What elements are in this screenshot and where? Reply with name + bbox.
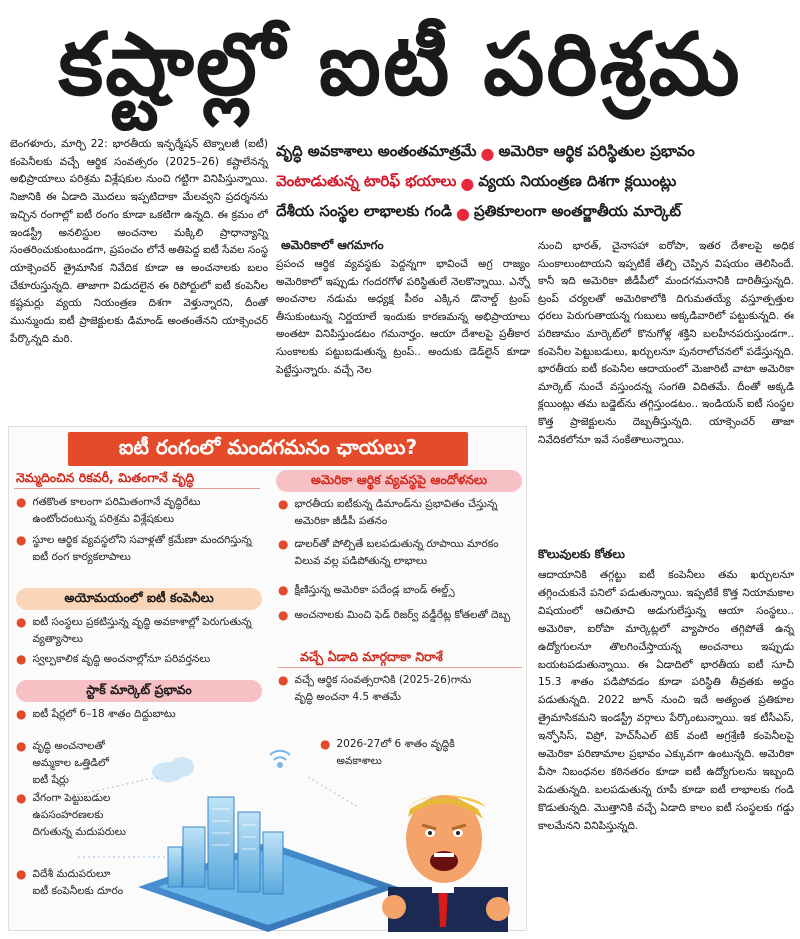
list-item-text: వేగంగా పెట్టుబడుల ఉపసంహరణలకు దిగుతున్న మదుపరులు: [32, 792, 126, 838]
list-item-text: స్థూల ఆర్థిక వ్యవస్థలోని సవాళ్లతో క్రమేణా మందగిస్తున్న ఐటీ రంగ కార్యకలాపాలు: [32, 534, 252, 563]
list-item-text: స్వల్పకాలిక వృద్ధి అంచనాల్లోనూ పరివర్తనలు: [32, 653, 211, 665]
tag-text: దేశీయ సంస్థల లాభాలకు గండి: [276, 202, 452, 220]
bullet-icon: ●: [278, 608, 289, 622]
section-heading: స్టాక్ మార్కెట్ ప్రభావం: [16, 680, 262, 702]
tag-text: వ్యయ నియంత్రణ దిశగా క్లయింట్లు: [478, 172, 677, 190]
trump-caricature: [382, 795, 510, 932]
list-item: [16, 494, 260, 528]
bullet-icon: ●: [278, 673, 289, 687]
list-item: [278, 496, 522, 530]
list-item-text: ఐటీ షేర్లలో 6–18 శాతం దిద్దుబాటు: [32, 708, 176, 720]
article-intro: బెంగళూరు, మార్చి 22: భారతీయ ఇన్ఫర్మేషన్ టెక్నాలజీ (ఐటీ) కంపెనీలకు వచ్చే ఆర్థిక సంవత్సరం (2025–26) కష్టాలేనన్న అభిప్రాయాలు పరిశ్రమ విశ్లేషకుల నుంచి గట్టిగా వినిపిస్తున్నాయి. నిజానికి ఈ ఏడాది మొదలు ఇప్పటిదాకా మేలవ్వని ప్రదర్శనను ఇచ్చిన రంగాల్లో ఐటీ రంగం కూడా ఒకటిగా ఉన్నది. ఈ క్రమం లో ఇండస్ట్రీ అనలిస్టుల అంచనాల మక్కిలి ప్రాధాన్యాన్ని సంతరించుకుంటుండగా, ప్రపంచం లోనే అతిపెద్ద ఐటీ సేవల సంస్థ యాక్సెంచర్ త్రైమాసిక నివేదిక కూడా ఆ అంచనాలకు బలం చేకూరుస్తున్నది. తాజాగా విడుదలైన ఈ రిపోర్టులో ఐటీ కంపెనీల కష్టమర్లు వ్యయ నియంత్రణ దిశగా వెళ్తున్నారని, దీంతో మున్ముందు ఐటీ ప్రాజెక్టులకు డిమాండ్ అంతంతేనని యాక్సెంచర్ పేర్కొన్నది మరి.: [10, 138, 268, 345]
bullet-dot: ●: [480, 143, 495, 163]
article-job-cuts: ఆదాయానికి తగ్గట్టు ఐటీ కంపెనీలు తమ ఖర్చులనూ తగ్గించుకునే పనిలో పడుతున్నాయి. ఇప్పటికే కొత్త నియామకాల విషయంలో ఆచితూచి అడుగులేస్తున్న ఆయా సంస్థలు.. అమెరికా, ఐరోపా మార్కెట్లలో వ్యాపారం తగ్గిపోతే ఉన్న ఉద్యోగులనూ తొలగించేస్తాయన్న అంచనాలు ఇప్పుడు బయటపడుతున్నాయి. ఈ ఏడాదిలో భారతీయ ఐటీ సూచీ 15.3 శాతం పడిపోవడం కూడా పరిస్థితి తీవ్రతకు అద్దం పడుతున్నది. 2022 జూన్ నుంచి ఇదే అత్యంత ప్రతికూల త్రైమాసికమని ఇండస్ట్రీ వర్గాలు పేర్కొంటున్నాయి. ఇక టీసీఎస్, ఇన్ఫోసిస్, విప్రో, హెచ్‌సీఎల్ టెక్ వంటి అగ్రశ్రేణి కంపెనీలపై అమెరికా పరిణామాల ప్రభావం ఎక్కువగా ఉంటున్నది. అమెరికా వీసా నిబంధనల కఠినతరం కూడా ఐటీ ఉద్యోగులను ఇబ్బంది పెడుతున్నది. బలపడుతున్న రూపీ కూడా ఐటీ లాభాలకు గండి కొడుతున్నది. మొత్తానికి వచ్చే ఏడాది కాలం ఐటీ సంస్థలకు గడ్డు కాలమేనని వినిపిస్తున్నది.: [538, 569, 794, 832]
bullet-icon: ●: [278, 537, 289, 551]
divider: [14, 488, 260, 489]
section-heading: అయోమయంలో ఐటీ కంపెనీలు: [16, 588, 262, 610]
infobox-title: ఐటీ రంగంలో మందగమనం ఛాయలు?: [68, 432, 468, 466]
bullet-dot: ●: [456, 203, 470, 223]
cloud-icon: [152, 757, 194, 782]
list-item: [278, 672, 478, 706]
section-heading: వచ్చే ఏడాది మార్గదాకా నిరాశే: [300, 649, 443, 664]
tag-text: వెంటాడుతున్న టారిఫ్ భయాలు: [276, 172, 457, 190]
bullet-icon: ●: [16, 615, 27, 629]
divider: [278, 667, 522, 668]
section-heading: అమెరికా ఆర్థిక వ్యవస్థపై ఆందోళనలు: [276, 470, 522, 492]
article-america: ప్రపంచ ఆర్థిక వ్యవస్థకు పెద్దన్నగా భావించే అగ్ర రాజ్యం అమెరికాలో ఇప్పుడు గందరగోళ పరిస్థితులే నెలకొన్నాయి. ఎన్నో అంచనాల నడుమ అధ్యక్ష పీఠం ఎక్కిన డొనాల్డ్ ట్రంప్ తీసుకుంటున్న నిర్ణయాలే ఇందుకు కారణమన్న అభిప్రాయాలు అంతటా వినిపిస్తుండటం గమనార్హం. ఆయా దేశాలపై ప్రతీకార సుంకాలకు పట్టుబడుతున్న ట్రంప్.. అందుకు డెడ్‌లైన్ కూడా పెట్టేస్తున్నారు. వచ్చే నెల: [276, 258, 530, 376]
list-item-text: అంచనాలకు మించి ఫెడ్ రిజర్వ్ వడ్డీరేట్ల కోతలతో దెబ్బ: [294, 609, 511, 621]
subheading-job-cuts: కొలువులకు కోతలు: [538, 547, 625, 561]
list-item-text: వృద్ధి అంచనాలతో అమ్మకాల ఒత్తిడిలో ఐటీ షేర్లు: [32, 740, 109, 786]
list-item-text: 2026-27లో 6 శాతం వృద్ధికి అవకాశాలు: [336, 738, 455, 767]
tag-row: [276, 138, 796, 168]
bullet-icon: ●: [16, 867, 27, 881]
subheading-america: అమెరికాలో ఆగమాగం: [281, 238, 384, 252]
bullet-icon: ●: [16, 495, 27, 509]
section-heading: నెమ్మదించిన రికవరీ, మితంగానే వృద్ధి: [16, 470, 195, 485]
tag-row: [276, 198, 796, 228]
tag-text: అమెరికా ఆర్థిక పరిస్థితుల ప్రభావం: [498, 142, 695, 160]
bullet-icon: ●: [16, 707, 27, 721]
tag-text: ప్రతికూలంగా అంతర్జాతీయ మార్కెట్: [473, 202, 682, 220]
highlight-tags: [276, 138, 796, 228]
list-item-text: వచ్చే ఆర్థిక సంవత్సరానికి (2025-26)గాను వృద్ధి అంచనా 4.5 శాతమే: [294, 674, 472, 703]
list-item: [16, 706, 260, 723]
list-item-text: విదేశీ మదుపరులూ ఐటీ కంపెనీలకు దూరం: [32, 868, 124, 897]
bullet-icon: ●: [16, 652, 27, 666]
list-item: [16, 614, 260, 648]
list-item: [16, 651, 260, 668]
list-item-text: క్షీణిస్తున్న అమెరికా పదేండ్ల బాండ్ ఈల్డ్స్: [294, 584, 455, 596]
list-item: [278, 607, 522, 624]
list-item: [278, 582, 522, 599]
bullet-icon: ●: [16, 533, 27, 547]
list-item-text: ఐటీ సంస్థలు ప్రకటిస్తున్న వృద్ధి అవకాశాల్లో పెరుగుతున్న వ్యత్యాసాలు: [32, 616, 252, 645]
bullet-icon: ●: [278, 497, 289, 511]
building-illustration: [8, 737, 528, 932]
bullet-dot: ●: [460, 173, 475, 193]
bullet-icon: ●: [16, 791, 27, 805]
tag-row: [276, 168, 796, 198]
headline: కష్టాల్లో ఐటీ పరిశ్రమ: [58, 15, 742, 115]
wifi-icon: [270, 751, 290, 767]
bullet-icon: ●: [16, 739, 27, 753]
list-item: [278, 536, 522, 570]
bullet-icon: ●: [278, 583, 289, 597]
list-item-text: భారతీయ ఐటీకున్న డిమాండ్‌ను ప్రభావితం చేస్తున్న అమెరికా జీడీపీ పతనం: [294, 498, 498, 527]
bullet-icon: ●: [320, 737, 331, 751]
tag-text: వృద్ధి అవకాశాలు అంతంతమాత్రమే: [276, 142, 477, 160]
list-item: [16, 532, 260, 566]
list-item-text: గతకొంత కాలంగా పరిమితంగానే వృద్ధిరేటు ఉంటోందంటున్న పరిశ్రమ విశ్లేషకులు: [32, 496, 201, 525]
list-item-text: డాలర్‌తో పోల్చితే బలపడుతున్న రూపాయి మారకం విలువ వల్ల పడిపోతున్న లాభాలు: [294, 538, 499, 567]
article-continued: నుంచి భారత్, చైనాసహా ఐరోపా, ఇతర దేశాలపై అధిక సుంకాలుంటాయని ఇప్పటికే తేల్చి చెప్పిన విషయం తెలిసిందే. కానీ ఇది అమెరికా జీడీపీలో మందగమనానికి దారితీస్తున్నది. ట్రంప్ చర్యలతో అమెరికాలోకి దిగుమతయ్యే వస్తూత్పత్తుల ధరలు పెరుగుతాయన్న గుబులు అక్కడివారిలో పట్టుకున్నది. ఈ పరిణామం మార్కెట్‌లో కొనుగోళ్ల శక్తిని బలహీనపరుస్తుండగా.. కంపెనీల పెట్టుబడులు, ఖర్చులనూ పునరాలోచనలో పడేస్తున్నది. భారతీయ ఐటీ కంపెనీల ఆదాయంలో మెజారిటీ వాటా అమెరికా మార్కెట్ నుంచే వస్తుందన్న సంగతి విదితమే. దీంతో అక్కడి క్లయింట్లు తమ బడ్జెట్‌ను తగ్గిస్తుండటం.. ఇండియన్ ఐటీ సంస్థల కొత్త ప్రాజెక్టులను దెబ్బతీస్తున్నది. యాక్సెంచర్ తాజా నివేదికలోనూ ఇవే సంకేతాలున్నాయి.: [538, 240, 794, 446]
